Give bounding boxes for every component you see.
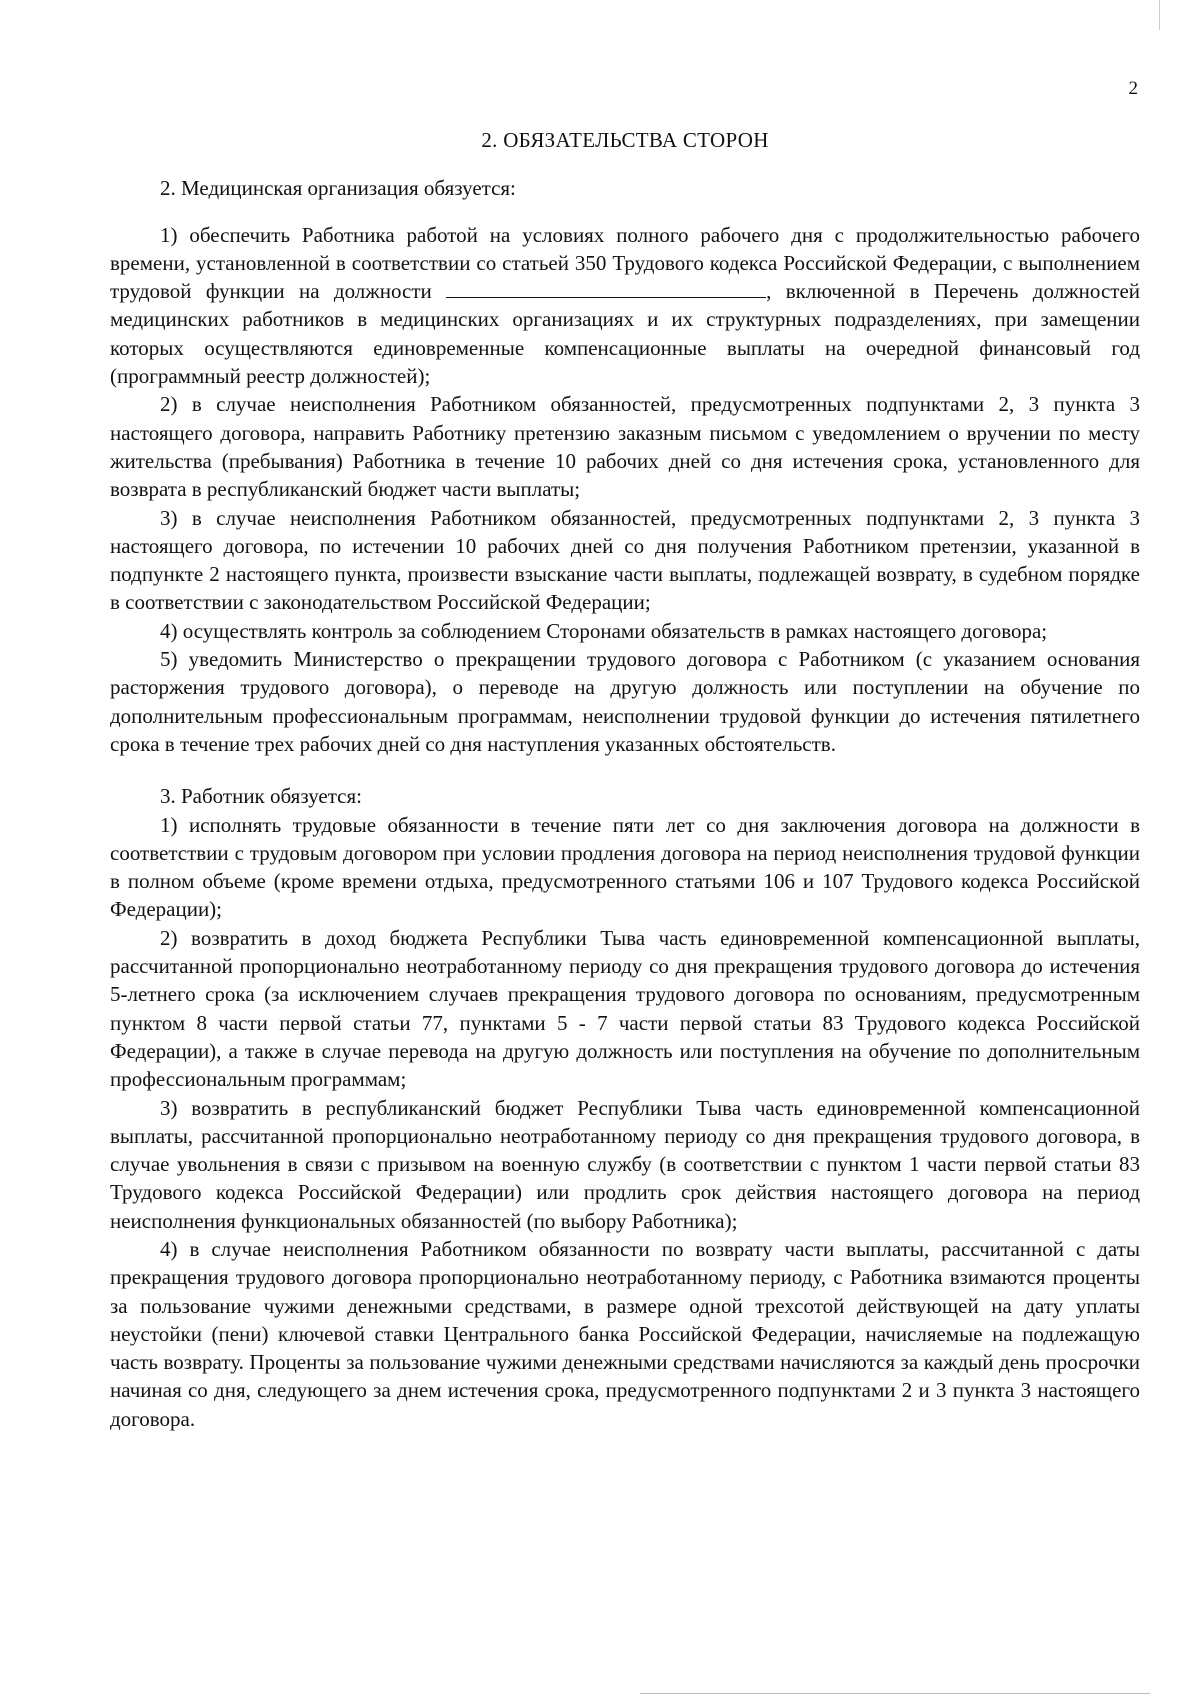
- worker-item-4: 4) в случае неисполнения Работником обязанности по возврату части выплаты, рассчитанной с даты прекращения трудового договора пропорционально неотработанному периоду, с Работника взимаются проценты за пользование чужими денежными средствами, в размере одной трехсотой действующей на дату уплаты неустойки (пени) ключевой ставки Центрального банка Российской Федерации, начисляемые на подлежащую часть возврату. Проценты за пользование чужими денежными средствами начисляются за каждый день просрочки начиная со дня, следующего за днем истечения срока, предусмотренного подпунктами 2 и 3 пункта 3 настоящего договора.: [110, 1236, 1140, 1431]
- worker-item-2: 2) возвратить в доход бюджета Республики Тыва часть единовременной компенсационной выплаты, рассчитанной пропорционально неотработанному периоду со дня прекращения трудового договора до истечения 5-летнего срока (за исключением случаев прекращения трудового договора по основаниям, предусмотренным пунктом 8 части первой статьи 77, пунктами 5 - 7 части первой статьи 83 Трудового кодекса Российской Федерации), а также в случае перевода на другую должность или поступления на обучение по дополнительным профессиональным программам;: [110, 925, 1140, 1092]
- position-blank-line: [446, 279, 766, 298]
- worker-obligations-heading: 3. Работник обязуется:: [160, 784, 362, 809]
- footer-scan-line: [640, 1693, 1150, 1694]
- section-title: 2. ОБЯЗАТЕЛЬСТВА СТОРОН: [481, 128, 769, 152]
- org-item-4: 4) осуществлять контроль за соблюдением Сторонами обязательств в рамках настоящего договора;: [160, 618, 1048, 643]
- document-body: [110, 126, 1140, 1433]
- worker-item-1: 1) исполнять трудовые обязанности в течение пяти лет со дня заключения договора на должности в соответствии с трудовым договором при условии продления договора на период неисполнения трудовой функции в полном объеме (кроме времени отдыха, предусмотренного статьями 106 и 107 Трудового кодекса Российской Федерации);: [110, 812, 1140, 922]
- org-item-1-text: 1) обеспечить Работника работой на условиях полного рабочего дня с продолжительностью рабочего времени, установленной в соответствии со статьей 350 Трудового кодекса Российской Федерации, с выполнением трудовой функции на должности: [110, 222, 1140, 304]
- worker-item-3: 3) возвратить в республиканский бюджет Республики Тыва часть единовременной компенсационной выплаты, рассчитанной пропорционально неотработанному периоду со дня прекращения трудового договора, в случае увольнения в связи с призывом на военную службу (в соответствии с пунктом 1 части первой статьи 83 Трудового кодекса Российской Федерации) или продлить срок действия настоящего договора на период неисполнения функциональных обязанностей (по выбору Работника);: [110, 1095, 1140, 1233]
- page-edge-mark: [1159, 0, 1160, 30]
- section-spacer: [110, 758, 1140, 782]
- org-item-3: 3) в случае неисполнения Работником обязанностей, предусмотренных подпунктами 2, 3 пункта 3 настоящего договора, по истечении 10 рабочих дней со дня получения Работником претензии, указанной в подпункте 2 настоящего пункта, произвести взыскание части выплаты, подлежащей возврату, в судебном порядке в соответствии с законодательством Российской Федерации;: [110, 505, 1140, 615]
- org-item-1-continuation: включенной в Перечень должностей медицинских работников в медицинских организациях и их структурных подразделениях, при замещении которых осуществляются единовременные компенсационные выплаты на очередной финансовый год (программный реестр должностей);: [110, 279, 1141, 389]
- org-item-2: 2) в случае неисполнения Работником обязанностей, предусмотренных подпунктами 2, 3 пункта 3 настоящего договора, направить Работнику претензию заказным письмом с уведомлением о вручении по месту жительства (пребывания) Работника в течение 10 рабочих дней со дня истечения срока, установленного для возврата в республиканский бюджет части выплаты;: [110, 392, 1140, 502]
- org-item-5: 5) уведомить Министерство о прекращении трудового договора с Работником (с указанием основания расторжения трудового договора), о переводе на другую должность или поступлении на обучение по дополнительным профессиональным программам, неисполнении трудовой функции до истечения пятилетнего срока в течение трех рабочих дней со дня наступления указанных обстоятельств.: [110, 647, 1140, 756]
- org-item-1: 1) обеспечить Работника работой на условиях полного рабочего дня с продолжительностью рабочего времени, установленной в соответствии со статьей 350 Трудового кодекса Российской Федерации, с выполнением трудовой функции на должности , включенной в Перечень должностей медицинских работников в медицинских организациях и их структурных подразделениях, при замещении которых осуществляются единовременные компенсационные выплаты на очередной финансовый год (программный реестр должностей);: [110, 222, 1141, 389]
- org-obligations-heading: 2. Медицинская организация обязуется:: [160, 176, 516, 201]
- page-number: 2: [1128, 78, 1138, 99]
